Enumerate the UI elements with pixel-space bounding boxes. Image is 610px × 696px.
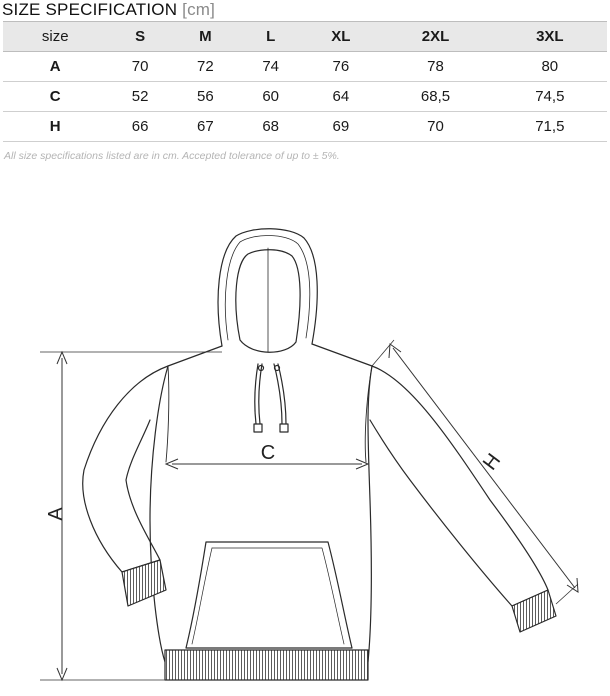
body-outline bbox=[150, 344, 372, 662]
table-cell: 74 bbox=[238, 52, 303, 82]
table-cell: 78 bbox=[378, 52, 492, 82]
measure-h bbox=[372, 340, 578, 604]
table-cell: 68 bbox=[238, 112, 303, 142]
table-cell: 71,5 bbox=[493, 112, 607, 142]
label-h: H bbox=[478, 449, 506, 475]
table-cell: 70 bbox=[107, 52, 172, 82]
table-cell: 66 bbox=[107, 112, 172, 142]
drawstring-right bbox=[274, 364, 282, 424]
table-cell: 64 bbox=[303, 82, 378, 112]
table-cell: 60 bbox=[238, 82, 303, 112]
table-cell: 56 bbox=[173, 82, 238, 112]
table-cell: 74,5 bbox=[493, 82, 607, 112]
unit-label: [cm] bbox=[182, 0, 216, 19]
left-sleeve bbox=[83, 366, 168, 572]
table-cell: 68,5 bbox=[378, 82, 492, 112]
row-label-c: C bbox=[3, 82, 107, 112]
right-sleeve bbox=[370, 366, 548, 606]
table-cell: 69 bbox=[303, 112, 378, 142]
row-label-h: H bbox=[3, 112, 107, 142]
label-a: A bbox=[45, 507, 67, 521]
table-cell: 67 bbox=[173, 112, 238, 142]
right-cuff bbox=[512, 590, 556, 632]
table-cell: 72 bbox=[173, 52, 238, 82]
header-size-l: L bbox=[238, 22, 303, 52]
header-size-m: M bbox=[173, 22, 238, 52]
left-cuff bbox=[122, 560, 166, 606]
label-c: C bbox=[260, 442, 276, 464]
table-cell: 80 bbox=[493, 52, 607, 82]
table-cell: 52 bbox=[107, 82, 172, 112]
header-size-s: S bbox=[107, 22, 172, 52]
header-size-xl: XL bbox=[303, 22, 378, 52]
kangaroo-pocket bbox=[186, 542, 352, 648]
row-label-a: A bbox=[3, 52, 107, 82]
tolerance-note: All size specifications listed are in cm. Accepted tolerance of up to ± 5%. bbox=[4, 150, 340, 162]
table-cell: 70 bbox=[378, 112, 492, 142]
drawstring-left bbox=[255, 364, 258, 424]
table-cell: 76 bbox=[303, 52, 378, 82]
header-size-3xl: 3XL bbox=[493, 22, 607, 52]
header-size-label: size bbox=[3, 22, 107, 52]
header-size-2xl: 2XL bbox=[378, 22, 492, 52]
waistband bbox=[165, 650, 368, 680]
title-text: SIZE SPECIFICATION bbox=[2, 0, 178, 19]
